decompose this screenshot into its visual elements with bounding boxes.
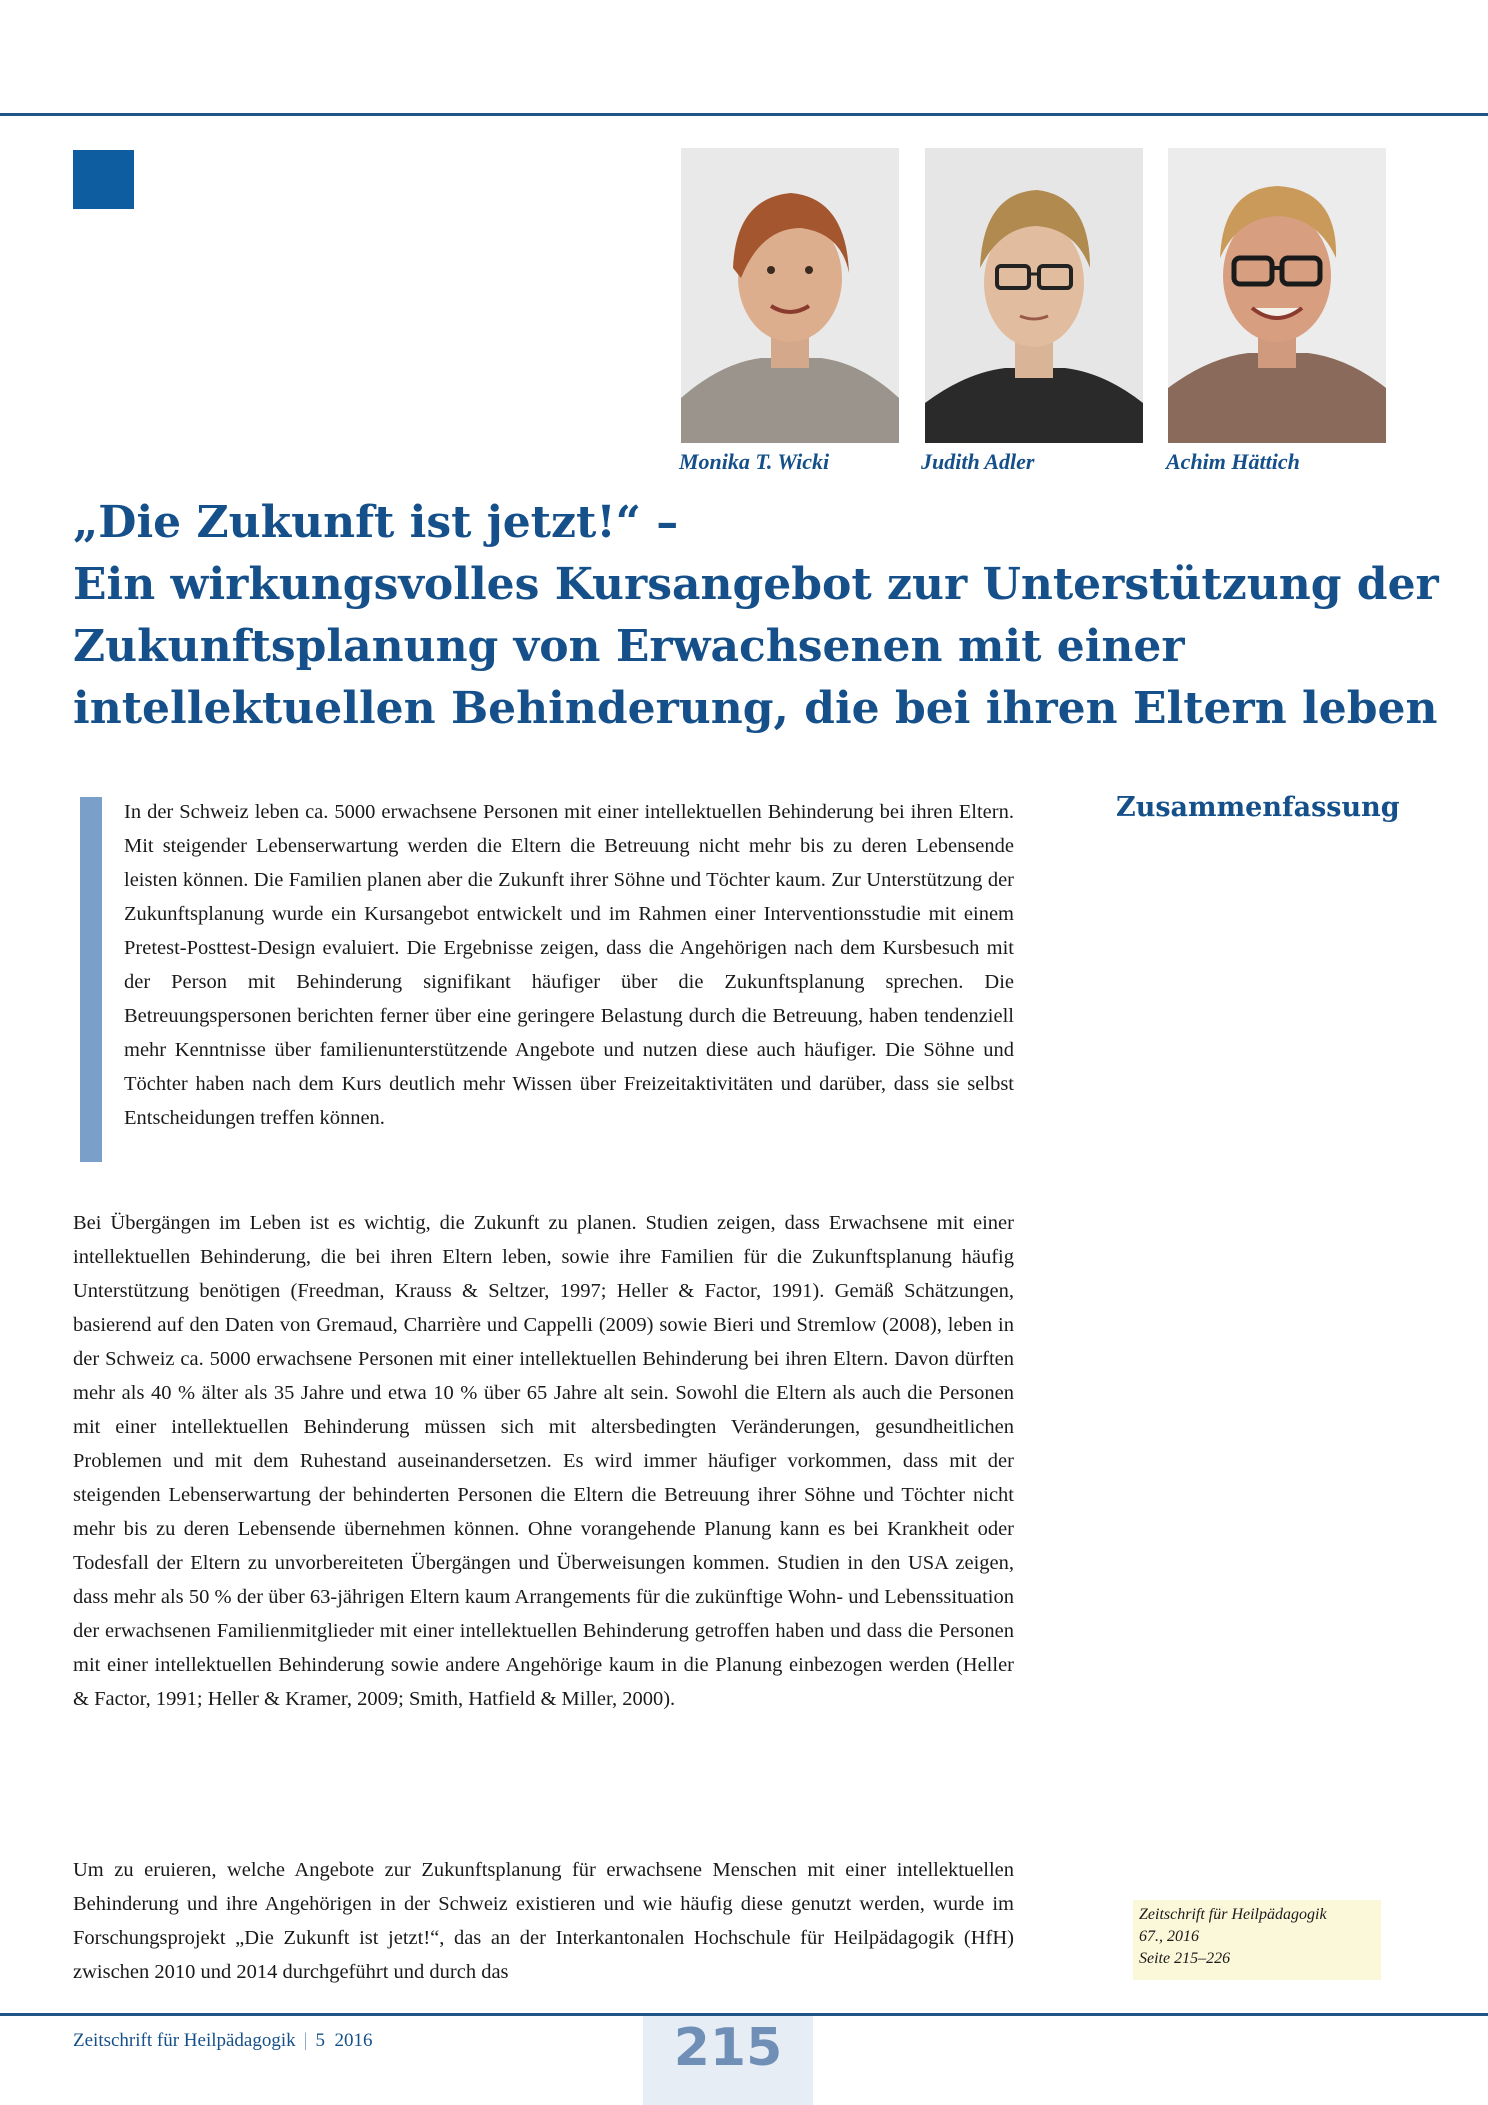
author-photo-adler — [925, 148, 1143, 443]
author-photo-wicki — [681, 148, 899, 443]
top-rule — [0, 113, 1488, 116]
citation-box — [1133, 1900, 1381, 1980]
author-caption: Achim Hättich — [1166, 449, 1300, 474]
body-paragraph: Bei Übergängen im Leben ist es wichtig, die Zukunft zu planen. Studien zeigen, dass Erwachsene mit einer intellektuellen Behinderung, die bei ihren Eltern leben, sowie ihre Familien für die Zukunftsplanung häufig Unterstützung benötigen (Freedman, Krauss & Seltzer, 1997; Heller & Factor, 1991). Gemäß Schätzungen, basierend auf den Daten von Gremaud, Charrière und Cappelli (2009) sowie Bieri und Stremlow (2008), leben in der Schweiz ca. 5000 erwachsene Personen mit einer intellektuellen Behinderung bei ihren Eltern. Davon dürften mehr als 40 % älter als 35 Jahre und etwa 10 % über 65 Jahre alt sein. Sowohl die Eltern als auch die Personen mit einer intellektuellen Behinderung müssen sich mit altersbedingten Veränderungen, gesundheitlichen Problemen und mit dem Ruhestand auseinandersetzen. Es wird immer häufiger vorkommen, dass mit der steigenden Lebenserwartung der behinderten Personen die Eltern die Betreuung ihrer Söhne und Töchter nicht mehr bis zu deren Lebensende übernehmen können. Ohne vorangehende Planung kann es bei Krankheit oder Todesfall der Eltern zu unvorbereiteten Übergängen und Überweisungen kommen. Studien in den USA zeigen, dass mehr als 50 % der über 63-jährigen Eltern kaum Arrangements für die zukünftige Wohn- und Lebenssituation der erwachsenen Familienmitglieder mit einer intellektuellen Behinderung getroffen haben und dass die Personen mit einer intellektuellen Behinderung sowie andere Angehörige kaum in die Planung einbezogen werden (Heller & Factor, 1991; Heller & Kramer, 2009; Smith, Hatfield & Miller, 2000). — [73, 1212, 1014, 1710]
article-title — [73, 492, 1439, 740]
title-line: „Die Zukunft ist jetzt!“ – — [73, 497, 679, 548]
citation-pages: Seite 215–226 — [1139, 1950, 1231, 1967]
footer-journal-name: Zeitschrift für Heilpädagogik — [73, 2030, 296, 2051]
author-photo-haettich — [1168, 148, 1386, 443]
title-line: Ein wirkungsvolles Kursangebot zur Unterstützung der — [73, 559, 1439, 610]
footer-journal — [73, 2030, 372, 2052]
body-paragraph: Um zu eruieren, welche Angebote zur Zukunftsplanung für erwachsene Menschen mit einer intellektuellen Behinderung und ihre Angehörigen in der Schweiz existieren und wie häufig diese genutzt werden, wurde im Forschungsprojekt „Die Zukunft ist jetzt!“, das an der Interkantonalen Hochschule für Heilpädagogik (HfH) zwischen 2010 und 2014 durchgeführt und durch das — [73, 1859, 1014, 1983]
footer-separator: | — [303, 2030, 308, 2051]
abstract-text: In der Schweiz leben ca. 5000 erwachsene Personen mit einer intellektuellen Behinderung bei ihren Eltern. Mit steigender Lebenserwartung werden die Eltern die Betreuung nicht mehr bis zu deren Lebensende leisten können. Die Familien planen aber die Zukunft ihrer Söhne und Töchter kaum. Zur Unterstützung der Zukunftsplanung wurde ein Kursangebot entwickelt und im Rahmen einer Interventionsstudie mit einem Pretest-Posttest-Design evaluiert. Die Ergebnisse zeigen, dass die Angehörigen nach dem Kursbesuch mit der Person mit Behinderung signifikant häufiger über die Zukunftsplanung sprechen. Die Betreuungspersonen berichten ferner über eine geringere Belastung durch die Betreuung, haben tendenziell mehr Kenntnisse über familienunterstützende Angebote und nutzen diese auch häufiger. Die Söhne und Töchter haben nach dem Kurs deutlich mehr Wissen über Freizeitaktivitäten und darüber, dass sie selbst Entscheidungen treffen können. — [124, 801, 1014, 1129]
page-number: 215 — [673, 2018, 783, 2078]
section-marker-square — [73, 150, 134, 209]
citation-journal: Zeitschrift für Heilpädagogik — [1139, 1906, 1327, 1923]
abstract-bar — [80, 797, 102, 1162]
author-caption: Monika T. Wicki — [679, 449, 830, 474]
citation-volume: 67., 2016 — [1139, 1928, 1199, 1945]
title-line: intellektuellen Behinderung, die bei ihren Eltern leben — [73, 683, 1438, 734]
abstract-heading: Zusammenfassung — [1116, 792, 1400, 823]
footer-issue: 5 2016 — [315, 2030, 373, 2051]
title-line: Zukunftsplanung von Erwachsenen mit einer — [73, 621, 1185, 672]
author-caption: Judith Adler — [921, 449, 1035, 474]
